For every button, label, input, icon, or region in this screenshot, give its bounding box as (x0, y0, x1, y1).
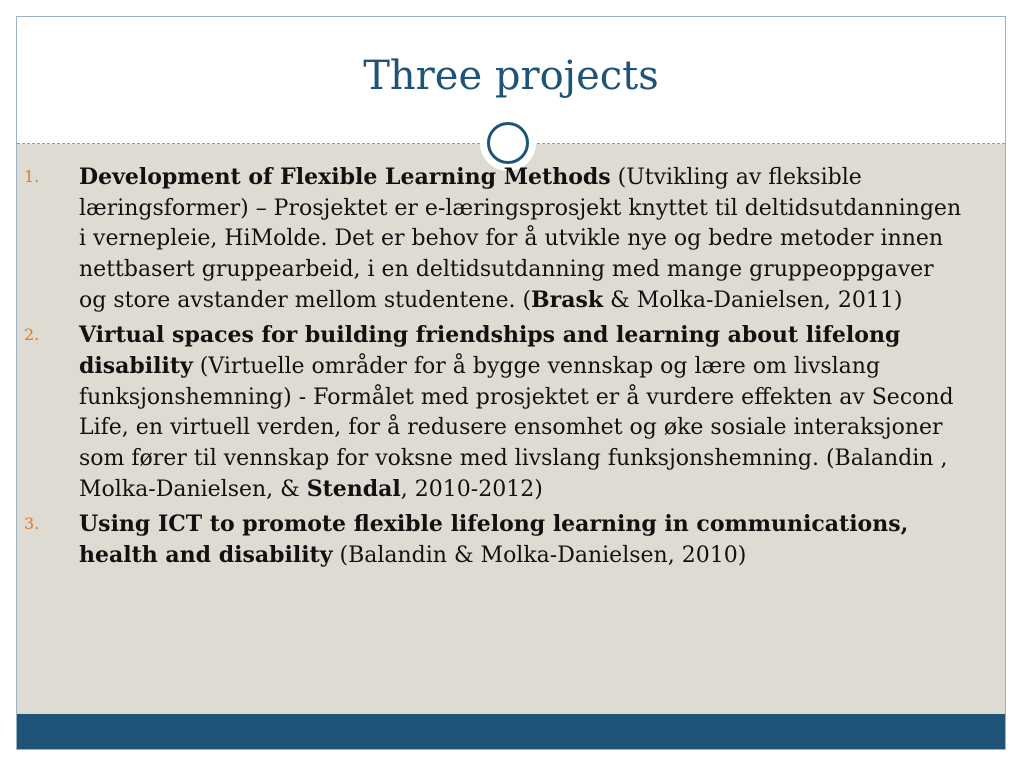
citation-tail: , 2010-2012) (400, 477, 543, 502)
list-item-project-1 (24, 162, 964, 317)
slide-title: Three projects (363, 53, 659, 99)
list-item-project-3 (24, 509, 964, 572)
list-item-project-2 (24, 320, 964, 506)
highlighted-author: Brask (531, 287, 604, 313)
project-description: (Balandin & Molka-Danielsen, 2010) (332, 543, 747, 568)
project-list (24, 162, 964, 575)
footer-bar (17, 714, 1005, 749)
project-description: (Utvikling av fleksible læringsformer) – Prosjektet er e-læringsprosjekt knyttet til deltidsutdanningen i vernepleie, HiMolde. Det er behov for å utvikle nye og bedre metoder innen nettbasert gruppearbeid, i en deltidsutdanning med mange gruppeoppgaver og store avstander mellom studentene. ( (79, 165, 962, 313)
citation-tail: & Molka-Danielsen, 2011) (603, 288, 903, 313)
project-title: Development of Flexible Learning Methods (79, 164, 611, 190)
circle-ring (487, 122, 529, 164)
item-number: 2. (24, 324, 40, 344)
project-title: Using ICT to promote flexible lifelong learning in communications, health and disability (79, 510, 909, 568)
project-description: (Virtuelle områder for å bygge vennskap og lære om livslang funksjonshemning) - Formålet med prosjektet er å vurdere effekten av Second Life, en virtuell verden, for å redusere ensomhet og øke sosiale interaksjoner som fører til vennskap for voksne med livslang funksjonshemning. (Balandin , Molka-Danielsen, & (79, 354, 954, 502)
project-title: Virtual spaces for building friendships and learning about lifelong disability (79, 321, 901, 379)
item-number: 1. (24, 167, 40, 186)
item-number: 3. (24, 513, 40, 533)
highlighted-author: Stendal (306, 476, 401, 502)
